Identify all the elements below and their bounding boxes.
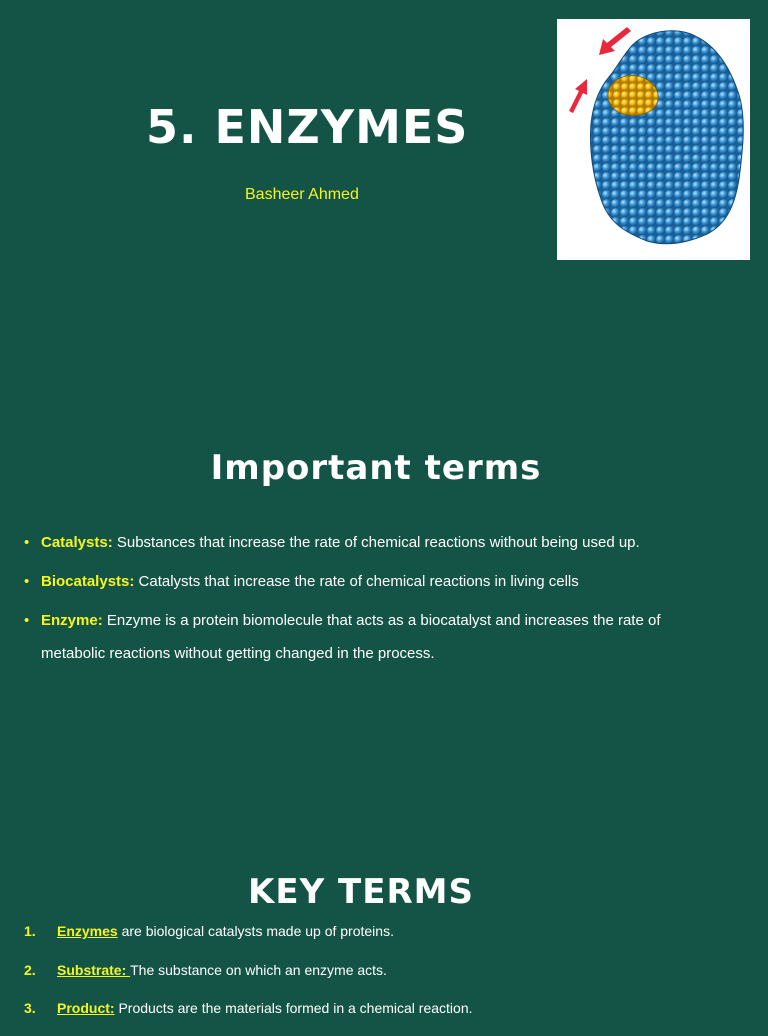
term-definition: Products are the materials formed in a chemical reaction.: [114, 1000, 473, 1016]
section-title: KEY TERMS: [248, 872, 474, 912]
protein-body: [590, 31, 743, 244]
section-title: Important terms: [210, 448, 542, 488]
term-label: Substrate:: [57, 961, 131, 978]
important-terms-slide: [0, 400, 768, 700]
bullet-icon: •: [24, 612, 30, 629]
terms-list: [24, 526, 724, 676]
term-label: Product:: [57, 1000, 115, 1016]
bullet-icon: •: [24, 534, 30, 551]
bullet-icon: •: [24, 573, 30, 590]
list-item: [24, 920, 744, 959]
list-item: [24, 959, 744, 998]
list-item: [24, 604, 724, 670]
key-terms-slide: [0, 840, 768, 1024]
item-number: 3.: [24, 1000, 36, 1016]
title-slide: [0, 0, 768, 300]
term-definition: are biological catalysts made up of proteins.: [117, 923, 394, 939]
list-item: [24, 565, 724, 598]
author-name: Basheer Ahmed: [245, 186, 359, 203]
item-number: 2.: [24, 961, 36, 978]
list-item: [24, 997, 744, 1036]
term-label: Enzyme:: [41, 612, 103, 629]
term-label: Enzymes: [57, 923, 118, 939]
slide-title: 5. ENZYMES: [146, 100, 469, 154]
term-label: Catalysts:: [41, 534, 113, 551]
term-definition: Enzyme is a protein biomolecule that acts as a biocatalyst and increases the rate of metabolic reactions without getting changed in the process.: [41, 612, 661, 662]
term-definition: Catalysts that increase the rate of chemical reactions in living cells: [134, 573, 579, 590]
key-terms-list: [24, 920, 744, 1036]
term-definition: Substances that increase the rate of chemical reactions without being used up.: [112, 534, 640, 551]
term-label: Biocatalysts:: [41, 573, 135, 590]
enzyme-molecule-image: [557, 19, 750, 260]
term-definition: The substance on which an enzyme acts.: [130, 961, 387, 978]
item-number: 1.: [24, 923, 36, 939]
list-item: [24, 526, 724, 559]
